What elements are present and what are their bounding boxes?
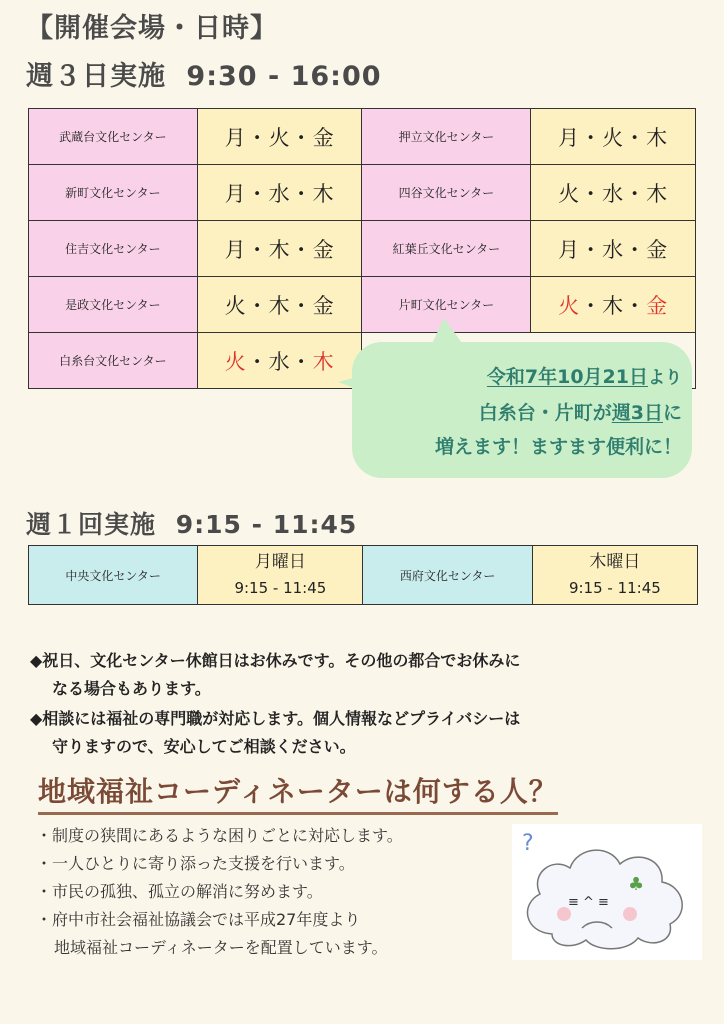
center-name: 是政文化センター	[29, 277, 198, 333]
center-name: 押立文化センター	[362, 109, 531, 165]
center-name: 四谷文化センター	[362, 165, 531, 221]
days-cell: 火・木・金	[531, 277, 696, 333]
bullet-list	[36, 822, 403, 962]
day-cell: 木曜日 9:15 - 11:45	[532, 546, 697, 605]
table-row	[29, 165, 696, 221]
note-1-cont: なる場合もあります。	[52, 679, 211, 698]
days-cell: 火・水・木	[531, 165, 696, 221]
note-1: ◆祝日、文化センター休館日はお休みです。その他の都合でお休みに	[30, 651, 521, 670]
svg-text:♣: ♣	[628, 874, 645, 895]
time-label: 9:30 - 16:00	[186, 61, 382, 92]
days-cell: 月・火・金	[197, 109, 362, 165]
subtitle-label: 週１回実施	[26, 510, 157, 539]
schedule-3days-title	[26, 54, 382, 93]
bubble-line1: 令和7年10月21日より	[486, 366, 682, 388]
table-row	[29, 109, 696, 165]
days-cell: 月・水・木	[197, 165, 362, 221]
center-name: 白糸台文化センター	[29, 333, 198, 389]
days-cell: 火・水・木	[197, 333, 362, 389]
weekly1-table	[28, 545, 698, 605]
days-cell: 火・木・金	[197, 277, 362, 333]
days-cell: 月・水・金	[531, 221, 696, 277]
schedule-1day-title	[26, 505, 357, 541]
center-name: 武蔵台文化センター	[29, 109, 198, 165]
table-row	[29, 546, 698, 605]
days-cell: 月・火・木	[531, 109, 696, 165]
time-label: 9:15 - 11:45	[175, 510, 358, 539]
cloud-mascot-illustration	[512, 824, 702, 960]
list-item: ・市民の孤独、孤立の解消に努めます。	[36, 882, 323, 901]
section-title: 【開催会場・日時】	[26, 13, 278, 44]
center-name: 西府文化センター	[363, 546, 532, 605]
center-name: 住吉文化センター	[29, 221, 198, 277]
note-2: ◆相談には福祉の専門職が対応します。個人情報などプライバシーは	[30, 709, 521, 728]
coordinator-heading: 地域福祉コーディネーターは何する人？	[38, 770, 558, 815]
note-2-cont: 守りますので、安心してご相談ください。	[52, 737, 356, 756]
center-name: 片町文化センター	[362, 277, 531, 333]
bubble-line3: 増えます！ますます便利に！	[434, 436, 682, 458]
table-row	[29, 221, 696, 277]
days-cell: 月・木・金	[197, 221, 362, 277]
subtitle-label: 週３日実施	[26, 61, 166, 92]
list-item: ・府中市社会福祉協議会では平成27年度より	[36, 910, 361, 929]
svg-text:?: ?	[522, 831, 534, 856]
list-item: ・制度の狭間にあるような困りごとに対応します。	[36, 826, 403, 845]
list-item: 地域福祉コーディネーターを配置しています。	[54, 938, 388, 957]
day-cell: 月曜日 9:15 - 11:45	[198, 546, 363, 605]
svg-text:≡ ^ ≡: ≡ ^ ≡	[568, 895, 609, 910]
bubble-line2: 白糸台・片町が週3日に	[478, 402, 682, 424]
center-name: 中央文化センター	[29, 546, 198, 605]
list-item: ・一人ひとりに寄り添った支援を行います。	[36, 854, 355, 873]
center-name: 新町文化センター	[29, 165, 198, 221]
center-name: 紅葉丘文化センター	[362, 221, 531, 277]
